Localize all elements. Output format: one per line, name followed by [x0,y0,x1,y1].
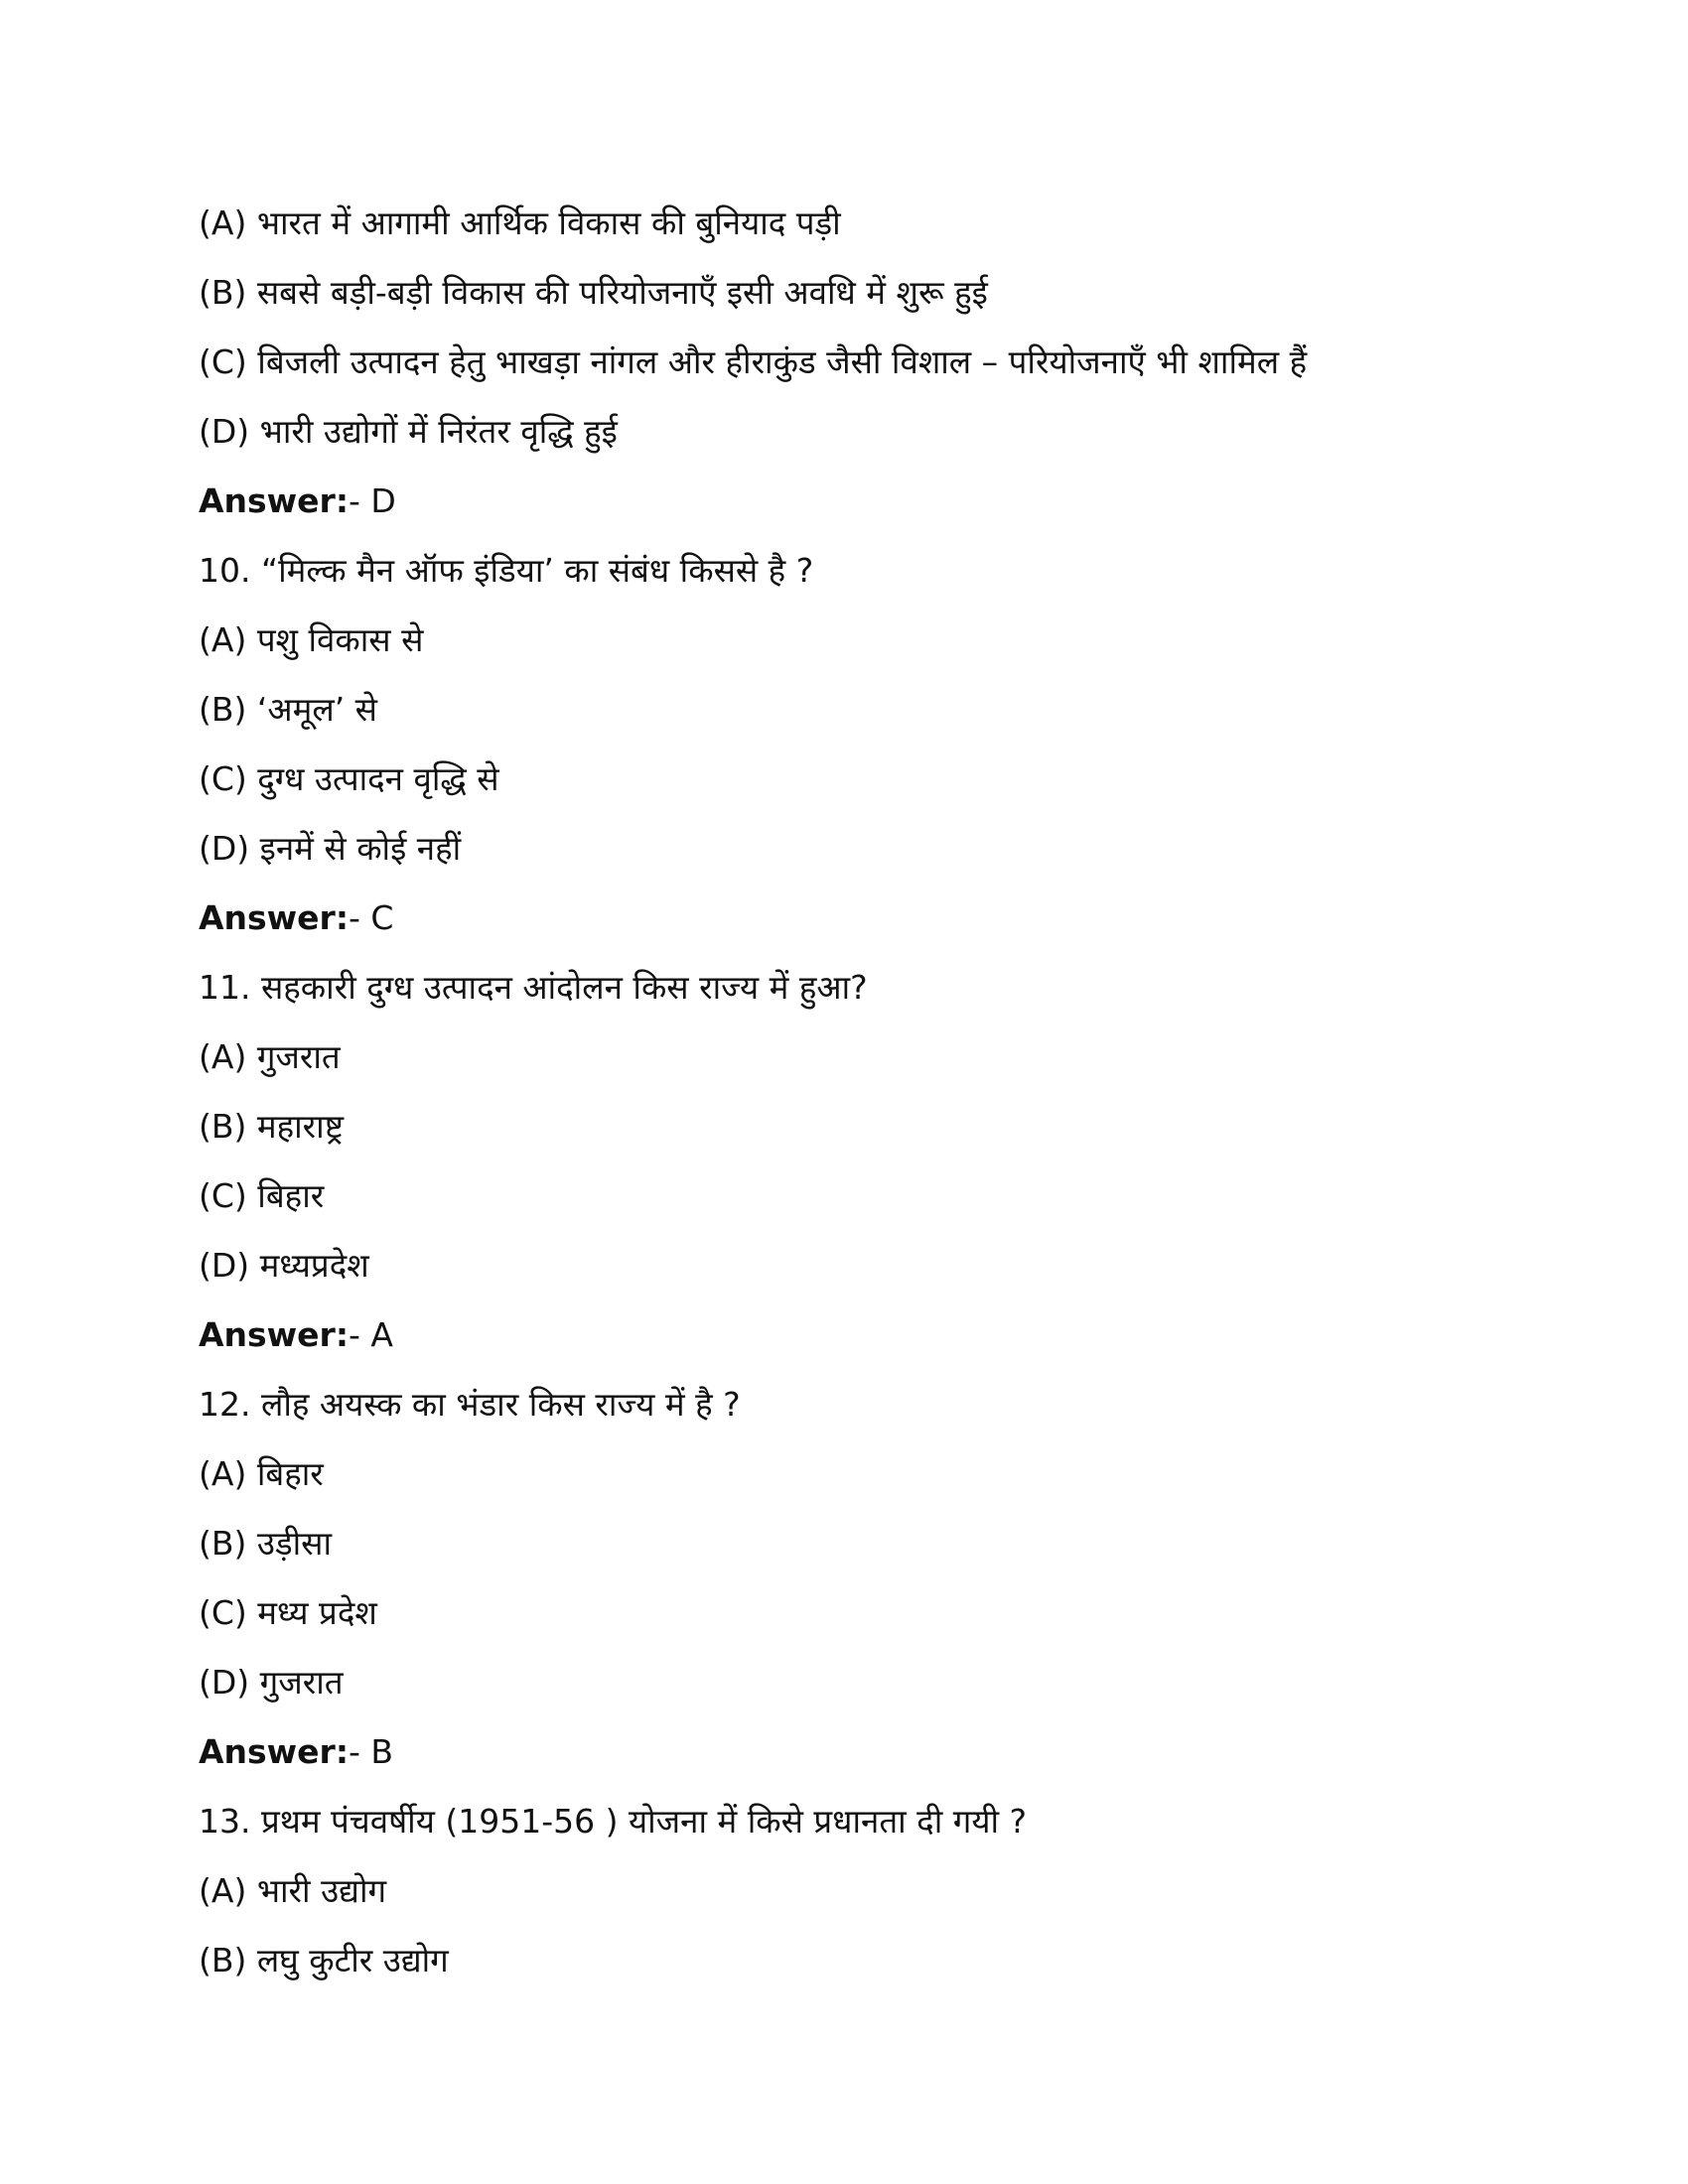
option-line: (D) मध्यप्रदेश [199,1246,369,1285]
option-line: (B) महाराष्ट्र [199,1107,344,1146]
option-line: (C) बिहार [199,1176,325,1215]
option-line: (C) बिजली उत्पादन हेतु भाखड़ा नांगल और हीराकुंड जैसी विशाल – परियोजनाएँ भी शामिल हैं [199,342,1308,381]
option-line: (B) उड़ीसा [199,1524,333,1563]
option-line: (D) भारी उद्योगों में निरंतर वृद्धि हुई [199,412,618,451]
answer-label: Answer: [199,1315,350,1354]
option-line: (D) इनमें से कोई नहीं [199,829,462,868]
answer-label: Answer: [199,1732,350,1771]
answer-value: - B [349,1732,394,1771]
option-line: (A) पशु विकास से [199,620,424,659]
option-line: (B) ‘अमूल’ से [199,690,377,729]
answer-line [199,1300,1489,1370]
answer-line [199,884,1489,953]
answer-label: Answer: [199,481,350,520]
option-line: (C) मध्य प्रदेश [199,1593,377,1632]
option-line: (A) गुजरात [199,1037,341,1076]
option-line: (B) लघु कुटीर उद्योग [199,1941,449,1979]
answer-line [199,1717,1489,1787]
option-line: (B) सबसे बड़ी-बड़ी विकास की परियोजनाएँ इसी अवधि में शुरू हुई [199,273,988,312]
answer-value: - A [349,1315,393,1354]
question-text: 13. प्रथम पंचवर्षीय (1951-56 ) योजना में किसे प्रधानता दी गयी ? [199,1802,1028,1841]
question-text: 11. सहकारी दुग्ध उत्पादन आंदोलन किस राज्य में हुआ? [199,968,868,1007]
answer-label: Answer: [199,898,350,937]
option-line: (A) भारी उद्योग [199,1871,387,1910]
option-line: (A) बिहार [199,1454,324,1493]
question-text: 10. “मिल्क मैन ऑफ इंडिया’ का संबंध किससे है ? [199,551,814,590]
option-line: (C) दुग्ध उत्पादन वृद्धि से [199,759,499,798]
answer-line [199,467,1489,536]
option-line: (A) भारत में आगामी आर्थिक विकास की बुनियाद पड़ी [199,204,841,242]
question-text: 12. लौह अयस्क का भंडार किस राज्य में है ? [199,1385,741,1424]
answer-value: - D [349,481,396,520]
page-content [199,189,1489,1995]
option-line: (D) गुजरात [199,1663,344,1702]
answer-value: - C [349,898,394,937]
